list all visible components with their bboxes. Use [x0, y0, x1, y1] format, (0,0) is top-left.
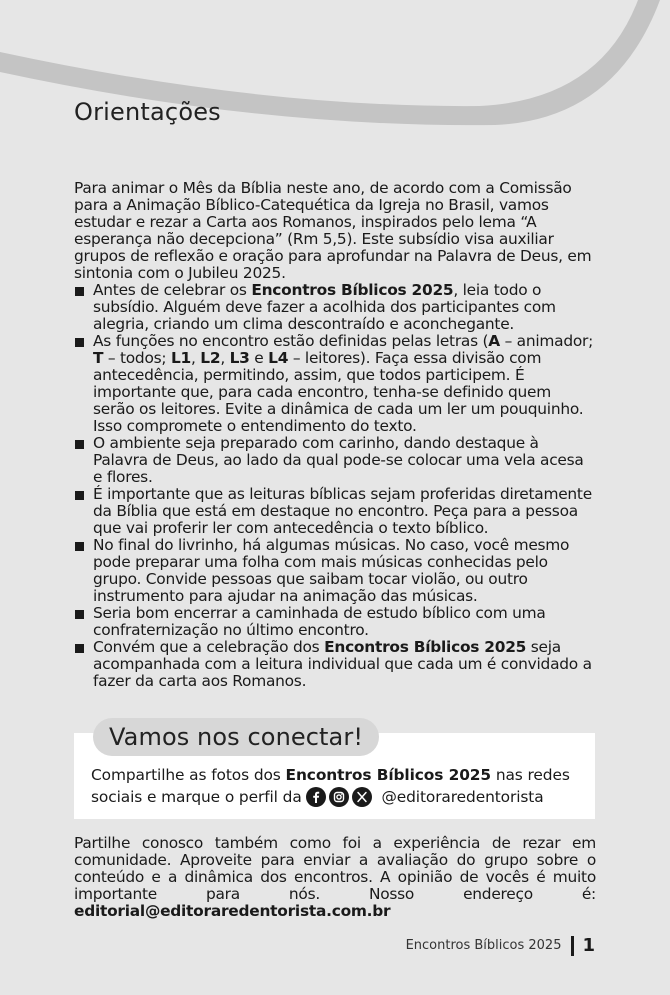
list-item: Seria bom encerrar a caminhada de estudo bíblico com uma confraternização no último encontro.	[74, 605, 596, 639]
page-footer	[406, 935, 595, 956]
facebook-icon[interactable]	[306, 787, 326, 807]
connect-line-2: sociais e marque o perfil da @editoraredentorista	[91, 788, 544, 806]
list-item: No final do livrinho, há algumas músicas. No caso, você mesmo pode preparar uma folha com mais músicas conhecidas pelo grupo. Convide pessoas que saibam tocar violão, ou outro instrumento para ajudar na animação das músicas.	[74, 537, 596, 605]
bullet-square-icon	[75, 610, 84, 619]
x-icon[interactable]	[352, 787, 372, 807]
profile-handle[interactable]: @editoraredentorista	[381, 788, 544, 806]
page-number: 1	[582, 935, 595, 956]
instagram-icon[interactable]	[329, 787, 349, 807]
contact-email[interactable]: editorial@editoraredentorista.com.br	[74, 902, 391, 920]
bullet-square-icon	[75, 644, 84, 653]
intro-paragraph: Para animar o Mês da Bíblia neste ano, de acordo com a Comissão para a Animação Bíblico-Catequética da Igreja no Brasil, vamos estudar e rezar a Carta aos Romanos, inspirados pelo lema “A esperança não decepciona” (Rm 5,5). Este subsídio visa auxiliar grupos de reflexão e oração para aprofundar na Palavra de Deus, em sintonia com o Jubileu 2025.	[74, 179, 592, 282]
connect-text	[91, 764, 579, 808]
list-item: O ambiente seja preparado com carinho, dando destaque à Palavra de Deus, ao lado da qual pode-se colocar uma vela acesa e flores.	[74, 435, 596, 486]
bullet-square-icon	[75, 542, 84, 551]
connect-title: Vamos nos conectar!	[93, 718, 379, 756]
orientations-body	[74, 180, 596, 690]
list-item: Convém que a celebração dos Encontros Bíblicos 2025 seja acompanhada com a leitura individual que cada um é convidado a fazer da carta aos Romanos.	[74, 639, 596, 690]
bullet-square-icon	[75, 338, 84, 347]
footer-divider	[571, 936, 574, 956]
bullet-list	[74, 282, 596, 690]
page-title: Orientações	[74, 98, 221, 126]
bullet-square-icon	[75, 440, 84, 449]
list-item: É importante que as leituras bíblicas sejam proferidas diretamente da Bíblia que está em destaque no encontro. Peça para a pessoa que vai proferir ler com antecedência o texto bíblico.	[74, 486, 596, 537]
bullet-square-icon	[75, 491, 84, 500]
bullet-square-icon	[75, 287, 84, 296]
list-item: As funções no encontro estão definidas pelas letras (A – animador; T – todos; L1, L2, L3 e L4 – leitores). Faça essa divisão com antecedência, permitindo, assim, que todos participem. É importante que, para cada encontro, tenha-se definido quem serão os leitores. Evite a dinâmica de cada um ler um pouquinho. Isso compromete o entendimento do texto.	[74, 333, 596, 435]
list-item: Antes de celebrar os Encontros Bíblicos 2025, leia todo o subsídio. Alguém deve fazer a acolhida dos participantes com alegria, criando um clima descontraído e aconchegante.	[74, 282, 596, 333]
footer-title: Encontros Bíblicos 2025	[405, 938, 562, 953]
decorative-arc	[0, 0, 670, 160]
outro-paragraph: Partilhe conosco também como foi a experiência de rezar em comunidade. Aproveite para enviar a avaliação do grupo sobre o conteúdo e a dinâmica dos encontros. A opinião de vocês é muito importante para nós. Nosso endereço é: editorial@editoraredentorista.com.br	[74, 834, 596, 920]
connect-line-1: Compartilhe as fotos dos Encontros Bíblicos 2025 nas redes	[91, 766, 570, 784]
